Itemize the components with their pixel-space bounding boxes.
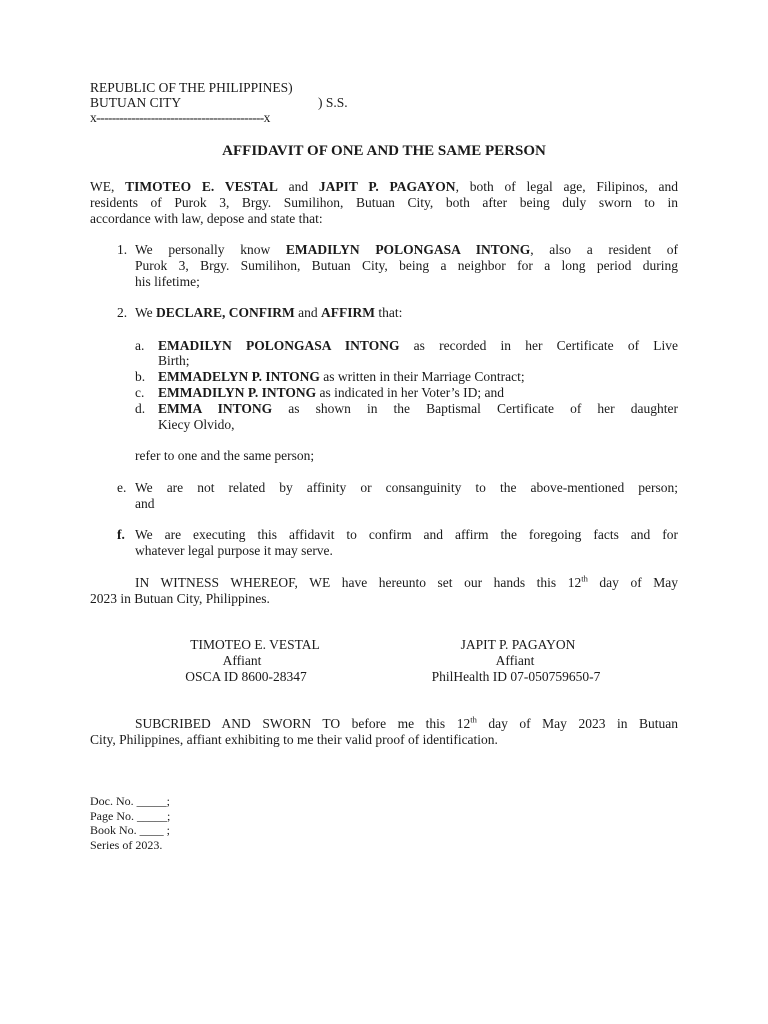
venue-city: BUTUAN CITY — [90, 95, 182, 110]
item-f-line-1: We are executing this affidavit to confirm and affirm the foregoing facts and for — [135, 527, 678, 542]
signatory-1-name: TIMOTEO E. VESTAL — [190, 637, 320, 652]
item-1-line-1: We personally know EMADILYN POLONGASA INTONG, also a resident of — [135, 242, 679, 257]
document-title: AFFIDAVIT OF ONE AND THE SAME PERSON — [222, 143, 546, 159]
affiant-2-name: JAPIT P. PAGAYON — [318, 179, 456, 194]
intro-line-1: WE, TIMOTEO E. VESTAL and JAPIT P. PAGAYON, both of legal age, Filipinos, and — [90, 179, 678, 194]
subitem-d-letter: d. — [135, 401, 146, 416]
subitem-c-letter: c. — [135, 385, 145, 400]
subitem-c-line: EMMADILYN P. INTONG as indicated in her Voter’s ID; and — [158, 385, 504, 400]
book-number: Book No. ____ ; — [90, 823, 171, 837]
item-2-number: 2. — [117, 305, 128, 320]
jurat-line-1: SUBCRIBED AND SWORN TO before me this 12th day of May 2023 in Butuan — [135, 714, 678, 731]
signatory-1-id: OSCA ID 8600-28347 — [185, 669, 307, 684]
subitem-a-line-2: Birth; — [158, 353, 190, 368]
affiant-1-name: TIMOTEO E. VESTAL — [125, 179, 278, 194]
subitem-a-line-1: EMADILYN POLONGASA INTONG as recorded in her Certificate of Live — [158, 338, 679, 353]
signatory-2-role: Affiant — [495, 653, 535, 668]
subitem-d-line-2: Kiecy Olvido, — [158, 417, 235, 432]
subitem-b-letter: b. — [135, 369, 146, 384]
witness-line-1: IN WITNESS WHEREOF, WE have hereunto set our hands this 12th day of May — [135, 573, 679, 590]
item-2-line: We DECLARE, CONFIRM and AFFIRM that: — [135, 305, 403, 320]
subitem-d-line-1: EMMA INTONG as shown in the Baptismal Certificate of her daughter — [158, 401, 678, 416]
item-f-letter: f. — [117, 527, 125, 542]
jurat-line-2: City, Philippines, affiant exhibiting to me their valid proof of identification. — [90, 732, 498, 747]
signatory-1-role: Affiant — [222, 653, 262, 668]
notarial-register — [90, 794, 170, 852]
item-e-line-1: We are not related by affinity or consanguinity to the above-mentioned person; — [135, 480, 678, 495]
item-1-line-2: Purok 3, Brgy. Sumilihon, Butuan City, being a neighbor for a long period during — [135, 258, 678, 273]
refer-line: refer to one and the same person; — [135, 448, 315, 463]
witness-line-2: 2023 in Butuan City, Philippines. — [90, 591, 270, 606]
item-1-line-3: his lifetime; — [135, 274, 200, 289]
venue-divider: x-------------------------------------------x — [90, 110, 270, 125]
subject-name: EMADILYN POLONGASA INTONG — [285, 242, 531, 257]
doc-number: Doc. No. _____; — [90, 794, 170, 808]
subitem-a-letter: a. — [135, 338, 145, 353]
page-number: Page No. _____; — [90, 808, 171, 823]
item-e-letter: e. — [117, 480, 127, 495]
series: Series of 2023. — [90, 837, 163, 852]
item-e-line-2: and — [135, 496, 155, 511]
intro-line-2: residents of Purok 3, Brgy. Sumilihon, Butuan City, both after being duly sworn to in — [90, 195, 678, 210]
intro-line-3: accordance with law, depose and state that: — [90, 211, 323, 226]
venue-ss: ) S.S. — [318, 95, 348, 110]
venue-republic: REPUBLIC OF THE PHILIPPINES) — [90, 80, 293, 95]
signatory-2-id: PhilHealth ID 07-050759650-7 — [431, 669, 601, 684]
item-1-number: 1. — [117, 242, 128, 257]
signatory-2-name: JAPIT P. PAGAYON — [460, 637, 576, 652]
subitem-b-line: EMMADELYN P. INTONG as written in their Marriage Contract; — [158, 369, 525, 384]
item-f-line-2: whatever legal purpose it may serve. — [135, 543, 333, 558]
